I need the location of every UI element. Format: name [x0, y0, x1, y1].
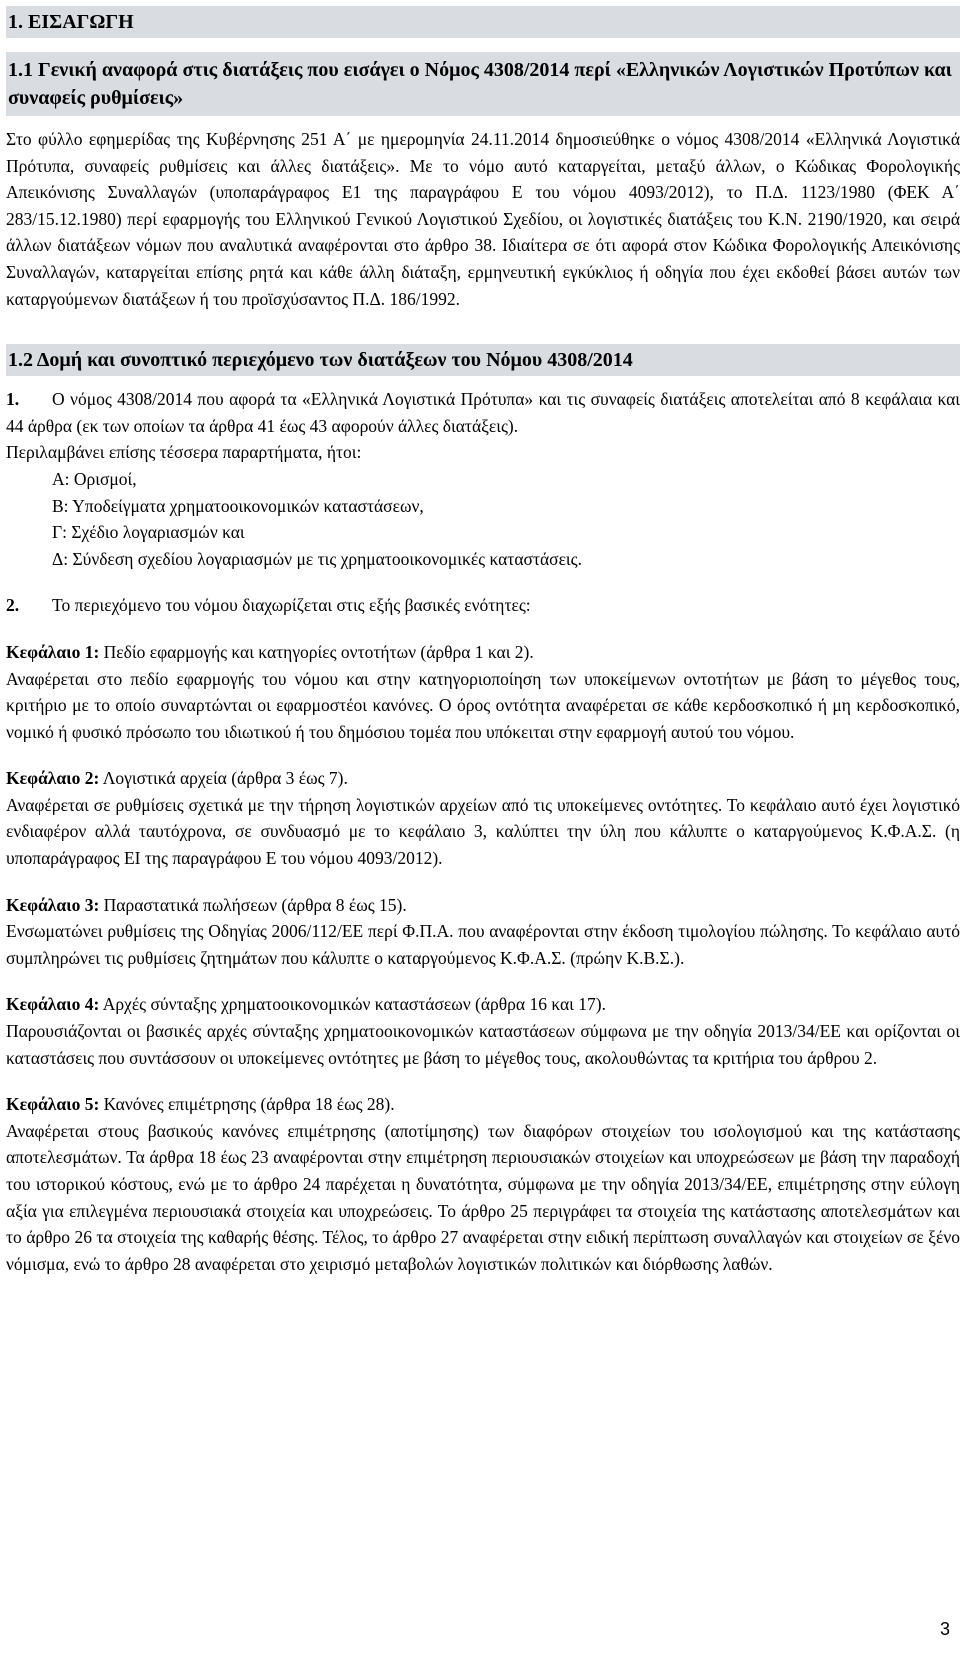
section-1-1-heading: 1.1 Γενική αναφορά στις διατάξεις που εισάγει ο Νόμος 4308/2014 περί «Ελληνικών Λογιστικών Προτύπων και συναφείς ρυθμίσεις» — [6, 52, 960, 116]
chapter-label: Κεφάλαιο 3: — [6, 894, 100, 915]
chapter-heading: Λογιστικά αρχεία (άρθρα 3 έως 7). — [99, 768, 348, 789]
page-number: 3 — [939, 1619, 950, 1639]
section-1-2-heading: 1.2 Δομή και συνοπτικό περιεχόμενο των διατάξεων του Νόμου 4308/2014 — [6, 344, 960, 376]
chapter-heading: Παραστατικά πωλήσεων (άρθρα 8 έως 15). — [99, 894, 407, 915]
chapter-1-title — [6, 639, 960, 666]
chapter-4-title — [6, 991, 960, 1018]
annex-item: Β: Υποδείγματα χρηματοοικονομικών καταστάσεων, — [52, 495, 424, 516]
chapter-3-title — [6, 892, 960, 919]
point-1-paragraph — [6, 386, 960, 439]
chapter-heading: Αρχές σύνταξης χρηματοοικονομικών καταστάσεων (άρθρα 16 και 17). — [99, 994, 606, 1015]
chapter-2-body: Αναφέρεται σε ρυθμίσεις σχετικά με την τήρηση λογιστικών αρχείων από τις υποκείμενες οντότητες. Το κεφάλαιο αυτό έχει λογιστικό ενδιαφέρον αλλά ταυτόχρονα, σε συνδυασμό με το κεφάλαιο 3, καλύπτει την ύλη που κάλυπτε ο καταργούμενος Κ.Φ.Α.Σ. (η υποπαράγραφος ΕΙ της παραγράφου Ε του νόμου 4093/2012). — [6, 794, 960, 869]
chapter-label: Κεφάλαιο 4: — [6, 994, 100, 1015]
annex-item: Α: Ορισμοί, — [52, 468, 137, 489]
chapter-2-title — [6, 765, 960, 792]
section-1-heading: 1. ΕΙΣΑΓΩΓΗ — [6, 6, 960, 38]
section-1-1-paragraph: Στο φύλλο εφημερίδας της Κυβέρνησης 251 Α΄ με ημερομηνία 24.11.2014 δημοσιεύθηκε ο νόμος 4308/2014 «Ελληνικά Λογιστικά Πρότυπα, συναφείς ρυθμίσεις και άλλες διατάξεις». Με το νόμο αυτό καταργείται, μεταξύ άλλων, ο Κώδικας Φορολογικής Απεικόνισης Συναλλαγών (υποπαράγραφος Ε1 της παραγράφου Ε του νόμου 4093/2012), το Π.Δ. 1123/1980 (ΦΕΚ Α΄ 283/15.12.1980) περί εφαρμογής του Ελληνικού Γενικού Λογιστικού Σχεδίου, οι λογιστικές διατάξεις του Κ.Ν. 2190/1920, και σειρά άλλων διατάξεων νόμων που αναλυτικά αναφέρονται στο άρθρο 38. Ιδιαίτερα σε ότι αφορά στον Κώδικα Φορολογικής Απεικόνισης Συναλλαγών, καταργείται επίσης ρητά και κάθε άλλη διάταξη, ερμηνευτική εγκύκλιος ή οδηγία που έχει εκδοθεί βάσει αυτών των καταργούμενων διατάξεων ή του προϊσχύσαντος Π.Δ. 186/1992. — [6, 129, 960, 309]
point-2-paragraph — [6, 592, 960, 619]
chapter-label: Κεφάλαιο 1: — [6, 641, 100, 662]
chapter-3-body: Ενσωματώνει ρυθμίσεις της Οδηγίας 2006/112/ΕΕ περί Φ.Π.Α. που αναφέρονται στην έκδοση τιμολογίου πώλησης. Το κεφάλαιο αυτό συμπληρώνει τις ρυθμίσεις ζητημάτων που κάλυπτε ο καταργούμενος Κ.Φ.Α.Σ. (πρώην Κ.Β.Σ.). — [6, 921, 960, 968]
chapter-label: Κεφάλαιο 2: — [6, 768, 100, 789]
document-page — [6, 6, 960, 1277]
chapter-heading: Πεδίο εφαρμογής και κατηγορίες οντοτήτων (άρθρα 1 και 2). — [99, 641, 534, 662]
point-1-text: Ο νόμος 4308/2014 που αφορά τα «Ελληνικά Λογιστικά Πρότυπα» και τις συναφείς διατάξεις αποτελείται από 8 κεφάλαια και 44 άρθρα (εκ των οποίων τα άρθρα 41 έως 43 αφορούν άλλες διατάξεις). — [6, 389, 960, 436]
chapter-4-body: Παρουσιάζονται οι βασικές αρχές σύνταξης χρηματοοικονομικών καταστάσεων σύμφωνα με την οδηγία 2013/34/ΕΕ και ορίζονται οι καταστάσεις που συντάσσουν οι υποκείμενες οντότητες με βάση το μέγεθος τους, ακολουθώντας τα κριτήρια του άρθρου 2. — [6, 1021, 960, 1068]
point-2-text: Το περιεχόμενο του νόμου διαχωρίζεται στις εξής βασικές ενότητες: — [52, 595, 531, 616]
point-2-number: 2. — [6, 595, 20, 616]
chapter-1-body: Αναφέρεται στο πεδίο εφαρμογής του νόμου και στην κατηγοριοποίηση των υποκείμενων οντοτήτων με βάση το μέγεθος τους, κριτήριο με το οποίο συναρτώνται οι εφαρμοστέοι κανόνες. Ο όρος οντότητα αναφέρεται σε κάθε κερδοσκοπικό ή μη κερδοσκοπικό, νομικό ή φυσικό πρόσωπο του ιδιωτικού ή του δημόσιου τομέα που υπόκειται στην εφαρμογή αυτού του νόμου. — [6, 668, 960, 742]
chapter-label: Κεφάλαιο 5: — [6, 1094, 100, 1115]
chapter-heading: Κανόνες επιμέτρησης (άρθρα 18 έως 28). — [99, 1094, 395, 1115]
annex-item: Γ: Σχέδιο λογαριασμών και — [52, 522, 245, 543]
point-1-number: 1. — [6, 389, 20, 410]
annex-item: Δ: Σύνδεση σχεδίου λογαριασμών με τις χρηματοοικονομικές καταστάσεις. — [52, 548, 582, 569]
chapter-5-title — [6, 1091, 960, 1118]
chapter-5-body: Αναφέρεται στους βασικούς κανόνες επιμέτρησης (αποτίμησης) των διαφόρων στοιχείων του ισολογισμού και της κατάστασης αποτελεσμάτων. Τα άρθρα 18 έως 23 αναφέρονται στην επιμέτρηση περιουσιακών στοιχείων και υποχρεώσεων με βάση την παραδοχή του ιστορικού κόστους, ενώ με το άρθρο 24 παρέχεται η δυνατότητα, σύμφωνα με την οδηγία 2013/34/ΕΕ, επιμέτρησης στην εύλογη αξία για επιλεγμένα περιουσιακά στοιχεία και υποχρεώσεις. Το άρθρο 25 περιγράφει τα στοιχεία της κατάστασης αποτελεσμάτων και το άρθρο 26 τα στοιχεία της καθαρής θέσης. Τέλος, το άρθρο 27 αναφέρεται στην ειδική περίπτωση συναλλαγών και στοιχείων σε ξένο νόμισμα, ενώ το άρθρο 28 αναφέρεται στο χειρισμό μεταβολών λογιστικών πολιτικών και διόρθωσης λαθών. — [6, 1120, 960, 1274]
point-1-continuation: Περιλαμβάνει επίσης τέσσερα παραρτήματα, ήτοι: — [6, 442, 362, 463]
